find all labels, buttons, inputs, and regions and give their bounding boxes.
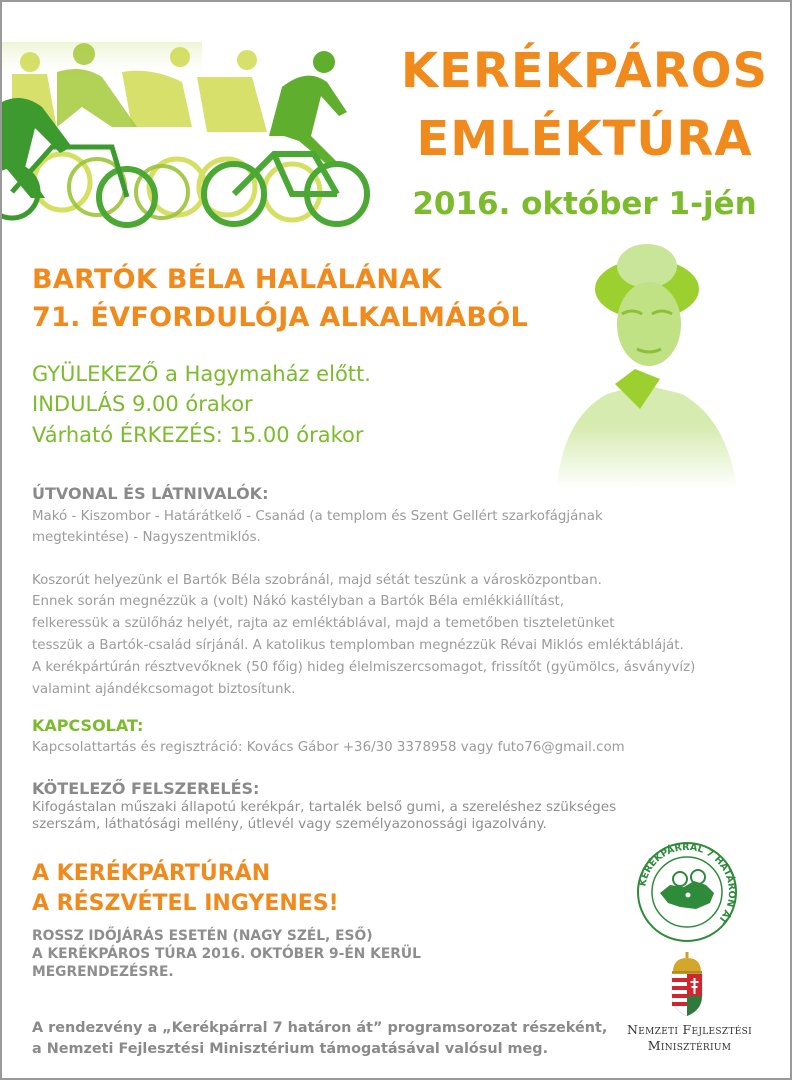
route-text-line: Makó - Kiszombor - Határátkelő - Csanád (a templom és Szent Gellért szarkofágjának (32, 509, 603, 524)
sponsor-note-line: a Nemzeti Fejlesztési Minisztérium támogatásával valósul meg. (32, 1041, 549, 1057)
event-date: 2016. október 1-jén (412, 186, 757, 222)
route-heading: ÚTVONAL ÉS LÁTNIVALÓK: (32, 484, 269, 503)
description-line: valamint ajándékcsomagot biztosítunk. (32, 682, 296, 697)
poster-title-line2: EMLÉKTÚRA (416, 111, 753, 167)
route-text-line: megtekintése) - Nagyszentmiklós. (32, 530, 261, 545)
description-line: A kerékpártúrán résztvevőknek (50 főig) hideg élelmiszercsomagot, frissítőt (gyümölcs, ásványvíz) (32, 660, 696, 675)
ministry-name-line2: Minisztérium (647, 1038, 732, 1053)
weather-notice-line: A KERÉKPÁROS TÚRA 2016. OKTÓBER 9-ÉN KERÜL (32, 946, 421, 962)
description-line: tesszük a Bartók-család sírjánál. A katolikus templomban megnézzük Révai Miklós emléktábláját. (32, 638, 684, 653)
departure-time: INDULÁS 9.00 órakor (32, 392, 253, 416)
occasion-line2: 71. ÉVFORDULÓJA ALKALMÁBÓL (32, 302, 529, 333)
sponsor-note-line: A rendezvény a „Kerékpárral 7 határon át” programsorozat részeként, (32, 1020, 608, 1036)
free-participation-line2: A RÉSZVÉTEL INGYENES! (32, 891, 339, 916)
contact-text: Kapcsolattartás és regisztráció: Kovács Gábor +36/30 3378958 vagy futo76@gmail.com (32, 740, 625, 755)
poster-title-line1: KERÉKPÁROS (400, 43, 769, 99)
description-line: felkeressük a szülőház helyét, rajta az emléktáblával, majd a temetőben tiszteletünket (32, 616, 615, 631)
description-line: Ennek során megnézzük a (volt) Nákó kastélyban a Bartók Béla emlékkiállítást, (32, 594, 565, 609)
ministry-name-line1: Nemzeti Fejlesztési (627, 1022, 752, 1037)
hungarian-coat-of-arms-icon (667, 952, 707, 1018)
contact-heading: KAPCSOLAT: (32, 716, 144, 735)
equipment-text-line: Kifogástalan műszaki állapotú kerékpár, tartalék belső gumi, a szereléshez szükséges (32, 799, 617, 815)
meeting-point: GYÜLEKEZŐ a Hagymaház előtt. (32, 362, 371, 386)
svg-text:KERÉKPÁRRAL 7 HATÁRON ÁT: KERÉKPÁRRAL 7 HATÁRON ÁT (637, 841, 738, 926)
weather-notice-line: ROSSZ IDŐJÁRÁS ESETÉN (NAGY SZÉL, ESŐ) (32, 928, 373, 944)
equipment-heading: KÖTELEZŐ FELSZERELÉS: (32, 779, 260, 798)
ministry-name (607, 1022, 772, 1054)
occasion-line1: BARTÓK BÉLA HALÁLÁNAK (32, 264, 442, 295)
description-line: Koszorút helyezünk el Bartók Béla szobránál, majd sétát teszünk a városközpontban. (32, 573, 602, 588)
weather-notice-line: MEGRENDEZÉSRE. (32, 964, 174, 980)
bartok-portrait-image (537, 234, 752, 494)
cyclists-illustration (2, 32, 382, 232)
kerekparral-7-hataron-at-logo-icon (636, 841, 738, 943)
equipment-text-line: szerszám, láthatósági mellény, útlevél vagy személyazonossági igazolvány. (32, 816, 547, 832)
arrival-time: Várható ÉRKEZÉS: 15.00 órakor (32, 423, 364, 447)
free-participation-line1: A KERÉKPÁRTÚRÁN (32, 861, 271, 886)
